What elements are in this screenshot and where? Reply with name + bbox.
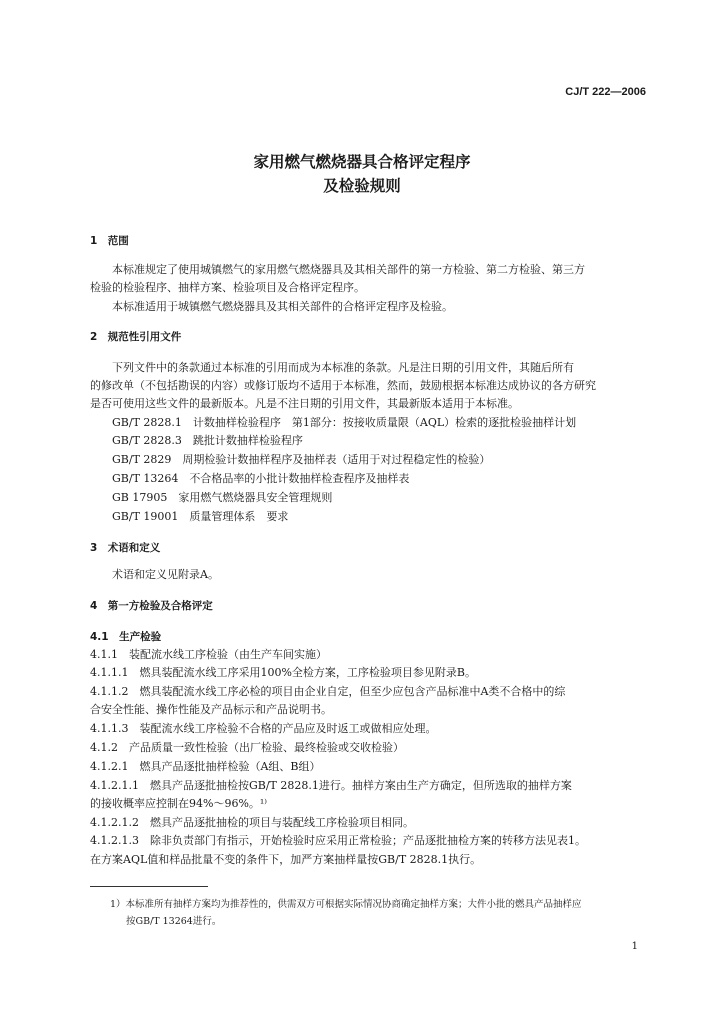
- clause-line: 合安全性能、操作性能及产品标示和产品说明书。: [90, 703, 332, 716]
- section-heading: 2 规范性引用文件: [90, 331, 182, 343]
- clause-line: 4.1.1.3 装配流水线工序检验不合格的产品应及时返工或做相应处理。: [90, 722, 437, 735]
- clause-line: 4.1.2.1 燃具产品逐批抽样检验（A组、B组）: [90, 760, 321, 773]
- reference-item: GB/T 2828.3 跳批计数抽样检验程序: [90, 434, 303, 447]
- reference-item: GB/T 19001 质量管理体系 要求: [90, 510, 289, 523]
- title-line-1: 家用燃气燃烧器具合格评定程序: [253, 153, 471, 171]
- paragraph-line: 检验的检验程序、抽样方案、检验项目及合格评定程序。: [90, 281, 365, 294]
- reference-item: GB/T 13264 不合格品率的小批计数抽样检查程序及抽样表: [90, 472, 410, 485]
- paragraph-line: 下列文件中的条款通过本标准的引用而成为本标准的条款。凡是注日期的引用文件，其随后所有: [90, 361, 574, 374]
- reference-item: GB/T 2828.1 计数抽样检验程序 第1部分：按接收质量限（AQL）检索的逐批检验抽样计划: [90, 416, 577, 429]
- footnote-line-1: 1）本标准所有抽样方案均为推荐性的，供需双方可根据实际情况协商确定抽样方案；大件小批的燃具产品抽样应: [110, 899, 582, 910]
- clause-line: 4.1.2 产品质量一致性检验（出厂检验、最终检验或交收检验）: [90, 741, 404, 754]
- reference-item: GB 17905 家用燃气燃烧器具安全管理规则: [90, 491, 333, 504]
- section-heading: 4 第一方检验及合格评定: [90, 600, 213, 612]
- title-line-2: 及检验规则: [323, 177, 401, 195]
- clause-line: 的接收概率应控制在94%～96%。¹⁾: [90, 797, 268, 810]
- clause-heading: 4.1 生产检验: [90, 631, 162, 643]
- paragraph-line: 的修改单（不包括勘误的内容）或修订版均不适用于本标准，然而，鼓励根据本标准达成协议的各方研究: [90, 379, 596, 392]
- paragraph-line: 术语和定义见附录A。: [90, 568, 219, 581]
- paragraph-line: 是否可使用这些文件的最新版本。凡是不注日期的引用文件，其最新版本适用于本标准。: [90, 397, 519, 410]
- clause-line: 4.1.1.2 燃具装配流水线工序必检的项目由企业自定，但至少应包含产品标准中A类不合格中的综: [90, 685, 566, 698]
- page-number: 1: [631, 941, 638, 952]
- footnote-line-2: 按GB/T 13264进行。: [126, 916, 222, 927]
- paragraph-line: 本标准规定了使用城镇燃气的家用燃气燃烧器具及其相关部件的第一方检验、第二方检验、第三方: [90, 263, 585, 276]
- clause-line: 4.1.1.1 燃具装配流水线工序采用100%全检方案，工序检验项目参见附录B。: [90, 666, 477, 679]
- clause-line: 4.1.2.1.2 燃具产品逐批抽检的项目与装配线工序检验项目相同。: [90, 816, 414, 829]
- clause-line: 4.1.2.1.1 燃具产品逐批抽检按GB/T 2828.1进行。抽样方案由生产方确定，但所选取的抽样方案: [90, 779, 572, 792]
- standard-code: CJ/T 222—2006: [565, 86, 646, 98]
- section-heading: 3 术语和定义: [90, 542, 161, 554]
- reference-item: GB/T 2829 周期检验计数抽样程序及抽样表（适用于对过程稳定性的检验）: [90, 453, 491, 466]
- clause-line: 4.1.1 装配流水线工序检验（由生产车间实施）: [90, 648, 327, 661]
- footnote-divider: [90, 886, 208, 887]
- document-title: [0, 150, 724, 198]
- paragraph-line: 本标准适用于城镇燃气燃烧器具及其相关部件的合格评定程序及检验。: [90, 300, 453, 313]
- clause-line: 4.1.2.1.3 除非负责部门有指示，开始检验时应采用正常检验；产品逐批抽检方案的转移方法见表1。: [90, 834, 586, 847]
- section-heading: 1 范围: [90, 235, 129, 247]
- clause-line: 在方案AQL值和样品批量不变的条件下，加严方案抽样量按GB/T 2828.1执行。: [90, 853, 482, 866]
